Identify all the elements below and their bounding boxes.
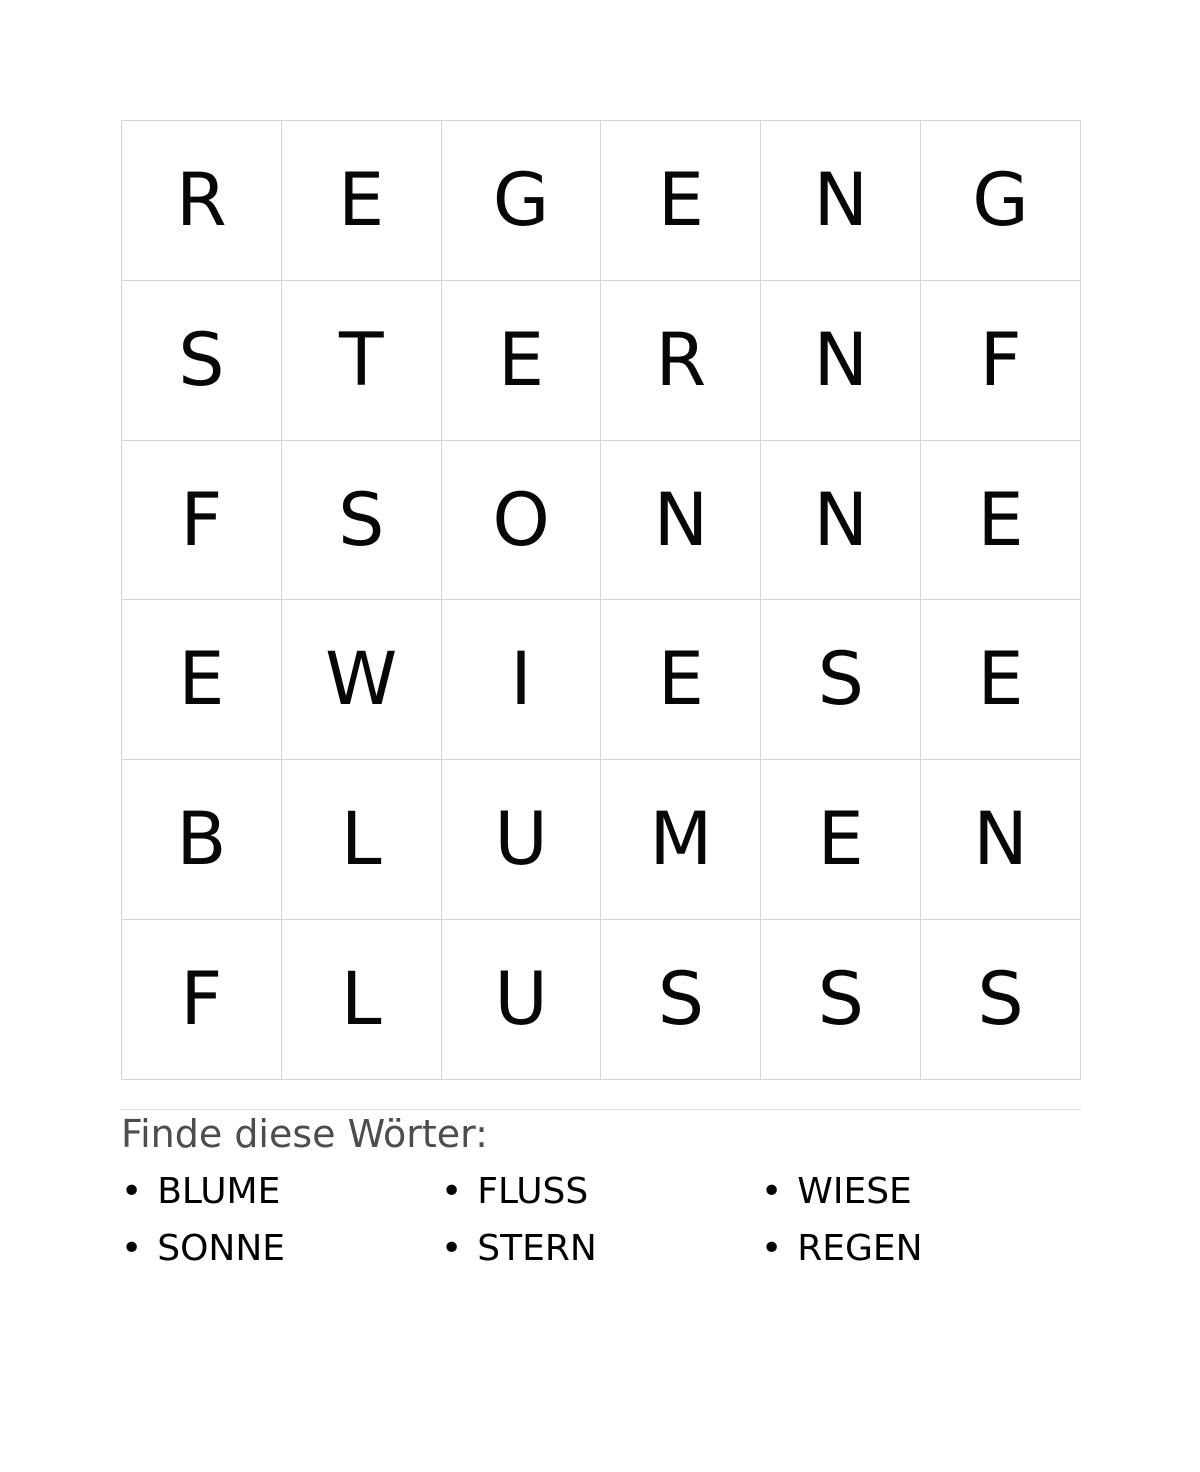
grid-cell[interactable]: N bbox=[761, 121, 920, 280]
grid-cell[interactable]: S bbox=[761, 920, 920, 1079]
word-list-item bbox=[761, 1170, 1081, 1212]
grid-cell[interactable]: F bbox=[921, 281, 1080, 440]
grid-cell[interactable]: E bbox=[601, 121, 760, 280]
grid-cell[interactable]: B bbox=[122, 760, 281, 919]
grid-cell[interactable]: S bbox=[601, 920, 760, 1079]
grid-cell[interactable]: E bbox=[921, 600, 1080, 759]
bullet-icon: • bbox=[441, 1170, 463, 1212]
word-label: REGEN bbox=[797, 1227, 923, 1269]
word-label: STERN bbox=[477, 1227, 597, 1269]
grid-cell[interactable]: S bbox=[761, 600, 920, 759]
word-search-grid bbox=[121, 120, 1081, 1080]
word-list-item bbox=[441, 1170, 761, 1212]
grid-cell[interactable]: T bbox=[282, 281, 441, 440]
grid-cell[interactable]: S bbox=[921, 920, 1080, 1079]
word-list-title: Finde diese Wörter: bbox=[121, 1112, 488, 1156]
grid-cell[interactable]: E bbox=[122, 600, 281, 759]
grid-cell[interactable]: U bbox=[442, 920, 601, 1079]
word-list bbox=[121, 1170, 1081, 1269]
divider bbox=[121, 1109, 1081, 1110]
word-label: BLUME bbox=[157, 1170, 281, 1212]
grid-cell[interactable]: L bbox=[282, 920, 441, 1079]
grid-cell[interactable]: N bbox=[761, 281, 920, 440]
bullet-icon: • bbox=[761, 1170, 783, 1212]
grid-cell[interactable]: U bbox=[442, 760, 601, 919]
word-label: FLUSS bbox=[477, 1170, 589, 1212]
grid-cell[interactable]: F bbox=[122, 920, 281, 1079]
word-list-item bbox=[441, 1227, 761, 1269]
bullet-icon: • bbox=[121, 1227, 143, 1269]
grid-cell[interactable]: G bbox=[921, 121, 1080, 280]
grid-cell[interactable]: N bbox=[761, 441, 920, 600]
bullet-icon: • bbox=[441, 1227, 463, 1269]
grid-cell[interactable]: S bbox=[122, 281, 281, 440]
bullet-icon: • bbox=[121, 1170, 143, 1212]
bullet-icon: • bbox=[761, 1227, 783, 1269]
grid-cell[interactable]: E bbox=[921, 441, 1080, 600]
grid-cell[interactable]: O bbox=[442, 441, 601, 600]
grid-cell[interactable]: I bbox=[442, 600, 601, 759]
word-label: WIESE bbox=[797, 1170, 912, 1212]
grid-cell[interactable]: E bbox=[442, 281, 601, 440]
grid-cell[interactable]: S bbox=[282, 441, 441, 600]
word-list-item bbox=[761, 1227, 1081, 1269]
grid-cell[interactable]: E bbox=[761, 760, 920, 919]
grid-cell[interactable]: L bbox=[282, 760, 441, 919]
grid-cell[interactable]: R bbox=[601, 281, 760, 440]
grid-cell[interactable]: W bbox=[282, 600, 441, 759]
grid-cell[interactable]: G bbox=[442, 121, 601, 280]
grid-cell[interactable]: R bbox=[122, 121, 281, 280]
grid-cell[interactable]: F bbox=[122, 441, 281, 600]
grid-cell[interactable]: N bbox=[921, 760, 1080, 919]
grid-cell[interactable]: E bbox=[282, 121, 441, 280]
grid-cell[interactable]: M bbox=[601, 760, 760, 919]
word-list-item bbox=[121, 1227, 441, 1269]
word-list-section bbox=[121, 1112, 1081, 1267]
grid-cell[interactable]: E bbox=[601, 600, 760, 759]
grid-cell[interactable]: N bbox=[601, 441, 760, 600]
word-list-item bbox=[121, 1170, 441, 1212]
word-label: SONNE bbox=[157, 1227, 286, 1269]
